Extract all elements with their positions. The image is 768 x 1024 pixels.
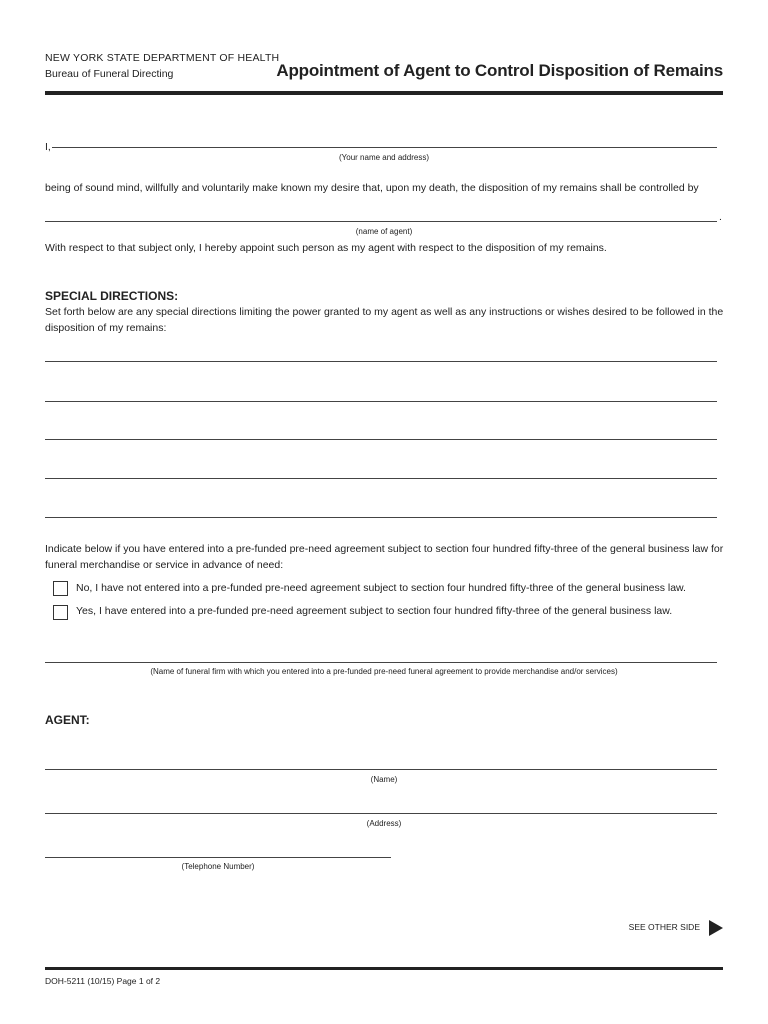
preneed-no-label: No, I have not entered into a pre-funded pre-need agreement subject to section four hundred fifty-three of the general business law. <box>76 582 686 594</box>
header-rule <box>45 91 723 95</box>
agent-heading: AGENT: <box>45 713 90 727</box>
agent-name-caption: (name of agent) <box>355 227 413 236</box>
directions-line[interactable] <box>45 478 717 479</box>
agent-telephone-input[interactable] <box>45 857 391 858</box>
declarant-prefix: I, <box>45 141 51 153</box>
special-directions-heading: SPECIAL DIRECTIONS: <box>45 289 179 303</box>
see-other-side-text: SEE OTHER SIDE <box>628 922 700 932</box>
period-mark: . <box>719 211 722 223</box>
special-directions-instructions: Set forth below are any special directions limiting the power granted to my agent as well as any instructions or wishes desired to be followed in the disposition of my remains: <box>45 306 724 334</box>
bureau-name: Bureau of Funeral Directing <box>45 68 174 80</box>
funeral-firm-caption: (Name of funeral firm with which you entered into a pre-funded pre-need funeral agreement to provide merchandise and/or services) <box>150 667 618 676</box>
agent-name-label: (Name) <box>370 775 398 784</box>
form-title: Appointment of Agent to Control Disposition of Remains <box>276 61 723 80</box>
agent-name-input[interactable] <box>45 769 717 770</box>
declarant-name-caption: (Your name and address) <box>339 153 429 162</box>
appointment-text: With respect to that subject only, I hereby appoint such person as my agent with respect to the disposition of my remains. <box>45 242 607 254</box>
declarant-name-field[interactable] <box>52 147 717 148</box>
agent-address-input[interactable] <box>45 813 717 814</box>
directions-line[interactable] <box>45 439 717 440</box>
agency-name: NEW YORK STATE DEPARTMENT OF HEALTH <box>45 52 280 64</box>
agent-telephone-label: (Telephone Number) <box>181 862 255 871</box>
preneed-instructions: Indicate below if you have entered into a pre-funded pre-need agreement subject to section four hundred fifty-three of the general business law for funeral merchandise or service in advance of need: <box>45 543 724 571</box>
directions-line[interactable] <box>45 361 717 362</box>
right-arrow-icon <box>709 920 723 936</box>
preneed-yes-checkbox[interactable] <box>53 605 68 620</box>
statement-text: being of sound mind, willfully and voluntarily make known my desire that, upon my death, the disposition of my remains shall be controlled by <box>45 182 699 194</box>
agent-address-label: (Address) <box>366 819 402 828</box>
directions-line[interactable] <box>45 517 717 518</box>
directions-line[interactable] <box>45 401 717 402</box>
footer-rule <box>45 967 723 970</box>
agent-name-field[interactable] <box>45 221 717 222</box>
funeral-firm-field[interactable] <box>45 662 717 663</box>
preneed-no-checkbox[interactable] <box>53 581 68 596</box>
preneed-yes-label: Yes, I have entered into a pre-funded pre-need agreement subject to section four hundred fifty-three of the general business law. <box>76 605 673 617</box>
form-footer: DOH-5211 (10/15) Page 1 of 2 <box>45 976 161 986</box>
